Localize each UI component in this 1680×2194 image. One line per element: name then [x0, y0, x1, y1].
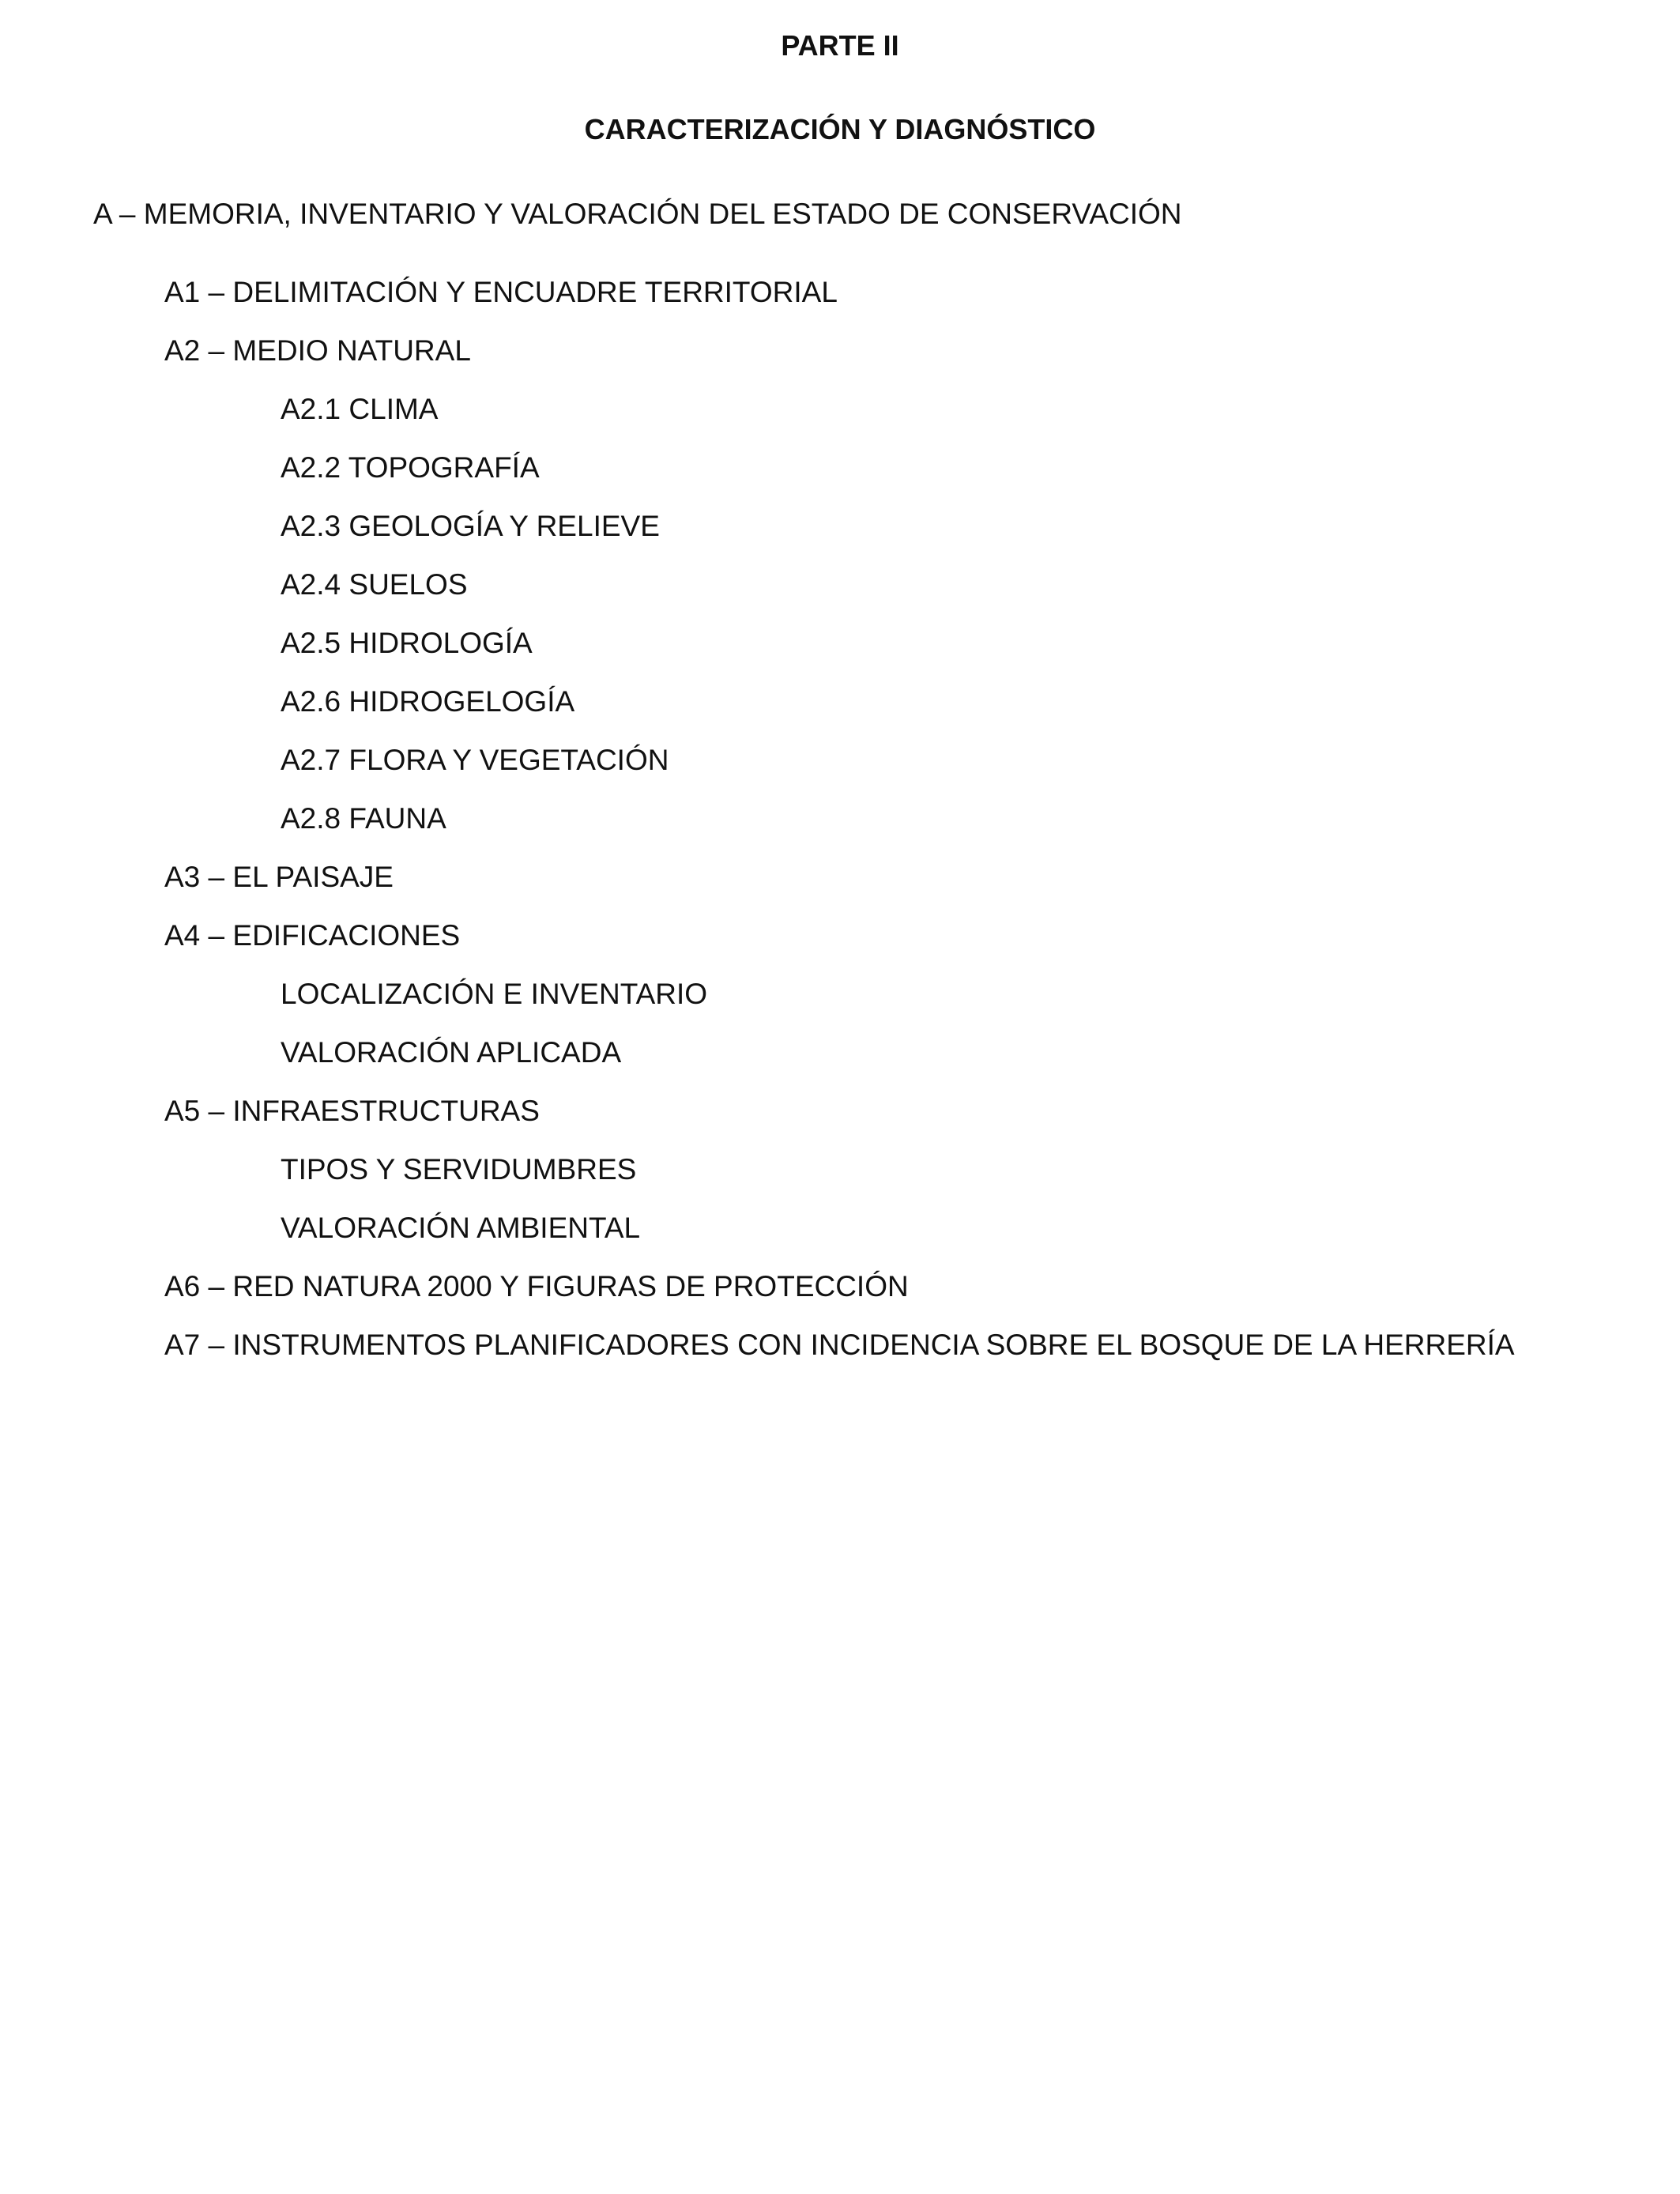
- toc-item-a5: A5 – INFRAESTRUCTURAS: [164, 1095, 540, 1127]
- toc-section-a: A – MEMORIA, INVENTARIO Y VALORACIÓN DEL ESTADO DE CONSERVACIÓN: [93, 198, 1182, 230]
- toc-subitem-a2-6: A2.6 HIDROGELOGÍA: [281, 685, 575, 718]
- toc-subitem-a2-2: A2.2 TOPOGRAFÍA: [281, 451, 540, 484]
- toc-item-a3: A3 – EL PAISAJE: [164, 861, 394, 893]
- toc-subitem-a2-7: A2.7 FLORA Y VEGETACIÓN: [281, 744, 669, 776]
- part-title: PARTE II: [781, 29, 899, 62]
- toc-subitem-a2-1: A2.1 CLIMA: [281, 393, 439, 425]
- toc-item-a4: A4 – EDIFICACIONES: [164, 919, 461, 952]
- toc-item-a6: A6 – RED NATURA 2000 Y FIGURAS DE PROTECCIÓN: [164, 1270, 909, 1302]
- toc-subitem-a4-localizacion: LOCALIZACIÓN E INVENTARIO: [281, 978, 708, 1010]
- toc-subitem-a5-tipos: TIPOS Y SERVIDUMBRES: [281, 1153, 637, 1186]
- toc-subitem-a2-4: A2.4 SUELOS: [281, 568, 468, 601]
- section-title: CARACTERIZACIÓN Y DIAGNÓSTICO: [584, 113, 1096, 145]
- toc-item-a1: A1 – DELIMITACIÓN Y ENCUADRE TERRITORIAL: [164, 276, 838, 308]
- toc-subitem-a5-valoracion: VALORACIÓN AMBIENTAL: [281, 1212, 641, 1244]
- toc-subitem-a2-3: A2.3 GEOLOGÍA Y RELIEVE: [281, 510, 660, 542]
- toc-subitem-a2-8: A2.8 FAUNA: [281, 802, 446, 835]
- toc-item-a2: A2 – MEDIO NATURAL: [164, 334, 471, 367]
- toc-item-a7: A7 – INSTRUMENTOS PLANIFICADORES CON INCIDENCIA SOBRE EL BOSQUE DE LA HERRERÍA: [164, 1329, 1515, 1361]
- toc-subitem-a2-5: A2.5 HIDROLOGÍA: [281, 627, 533, 659]
- toc-subitem-a4-valoracion: VALORACIÓN APLICADA: [281, 1036, 622, 1069]
